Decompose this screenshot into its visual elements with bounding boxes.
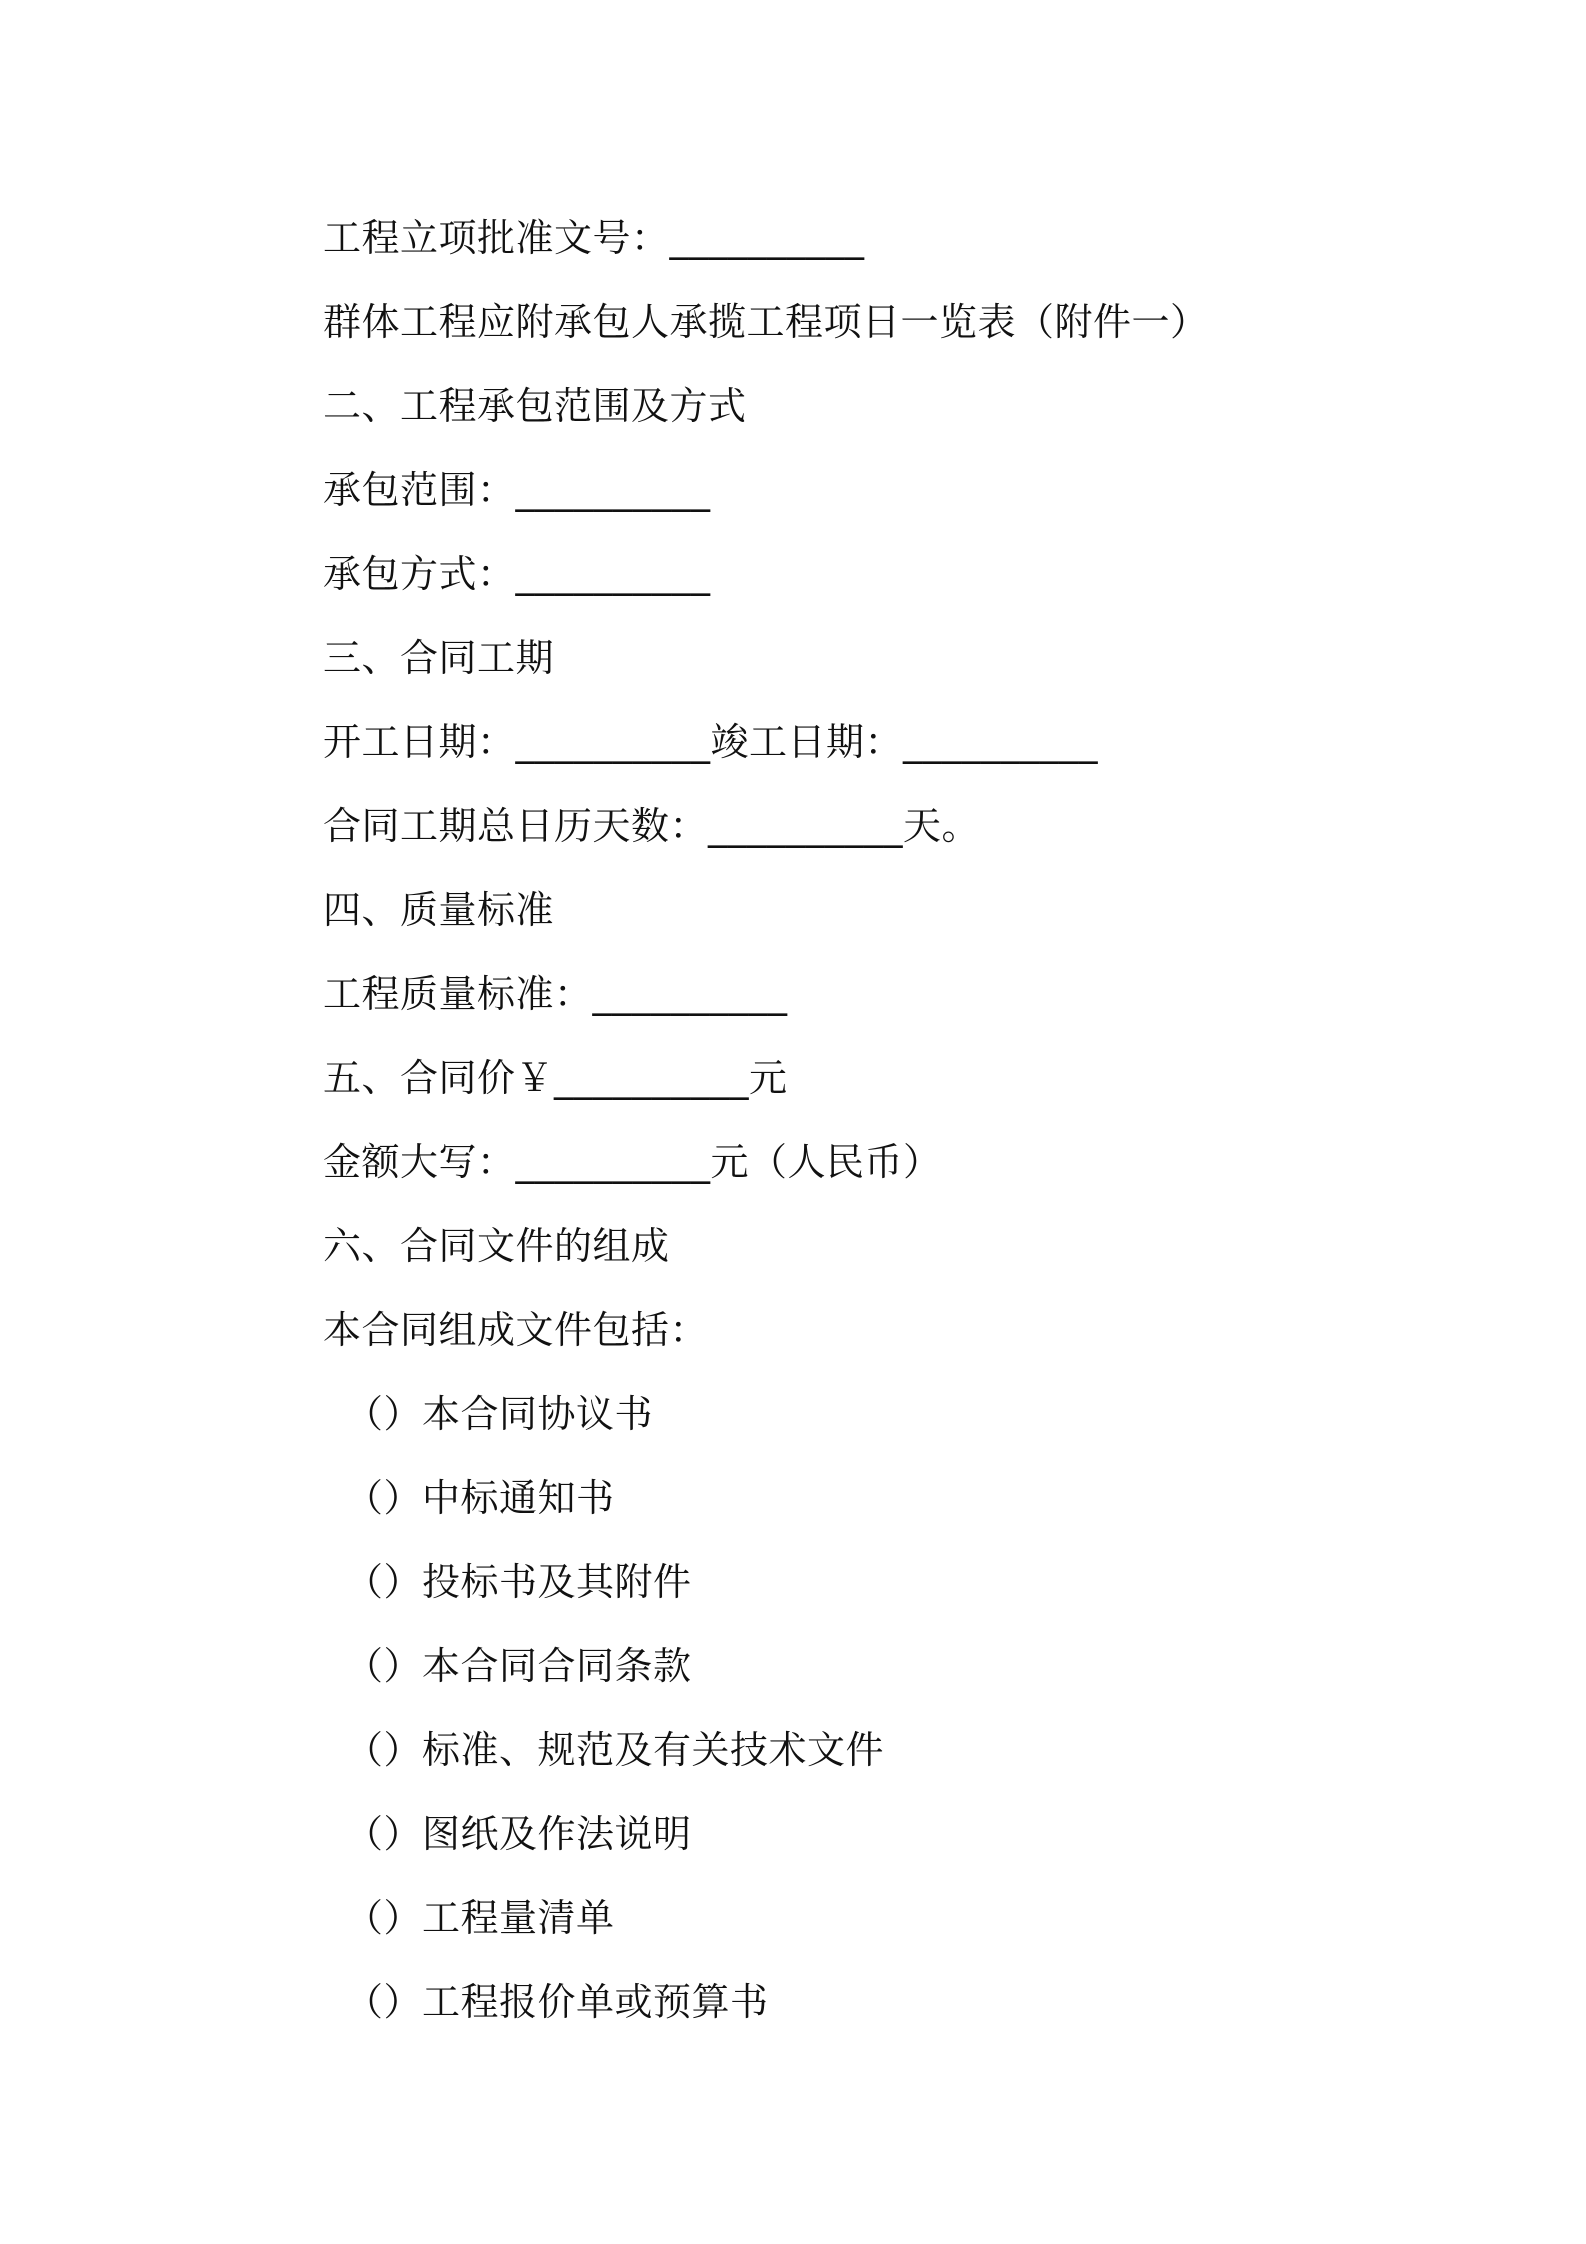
list-item: （）投标书及其附件 <box>345 1560 692 1604</box>
section-heading-scope: 二、工程承包范围及方式 <box>323 384 747 428</box>
documents-intro-line: 本合同组成文件包括： <box>323 1308 709 1352</box>
document-body <box>323 196 1423 2044</box>
start-end-date-line: 开工日期：__________竣工日期：__________ <box>323 720 1099 764</box>
contract-method-line: 承包方式：__________ <box>323 552 711 596</box>
approval-number-line: 工程立项批准文号：__________ <box>323 216 865 260</box>
section-heading-documents: 六、合同文件的组成 <box>323 1224 670 1268</box>
section-heading-quality: 四、质量标准 <box>323 888 555 932</box>
list-item: （）图纸及作法说明 <box>345 1812 692 1856</box>
list-item: （）标准、规范及有关技术文件 <box>345 1728 885 1772</box>
list-item: （）本合同合同条款 <box>345 1644 692 1688</box>
list-item: （）中标通知书 <box>345 1476 615 1520</box>
section-heading-period: 三、合同工期 <box>323 636 555 680</box>
quality-standard-line: 工程质量标准：__________ <box>323 972 788 1016</box>
project-list-note: 群体工程应附承包人承揽工程项日一览表（附件一） <box>323 300 1209 344</box>
list-item: （）工程量清单 <box>345 1896 615 1940</box>
list-item: （）本合同协议书 <box>345 1392 654 1436</box>
contract-price-line: 五、合同价￥__________元 <box>323 1056 788 1100</box>
contract-scope-line: 承包范围：__________ <box>323 468 711 512</box>
list-item: （）工程报价单或预算书 <box>345 1980 769 2024</box>
total-days-line: 合同工期总日历天数：__________天。 <box>323 804 981 848</box>
amount-in-words-line: 金额大写：__________元（人民币） <box>323 1140 942 1184</box>
